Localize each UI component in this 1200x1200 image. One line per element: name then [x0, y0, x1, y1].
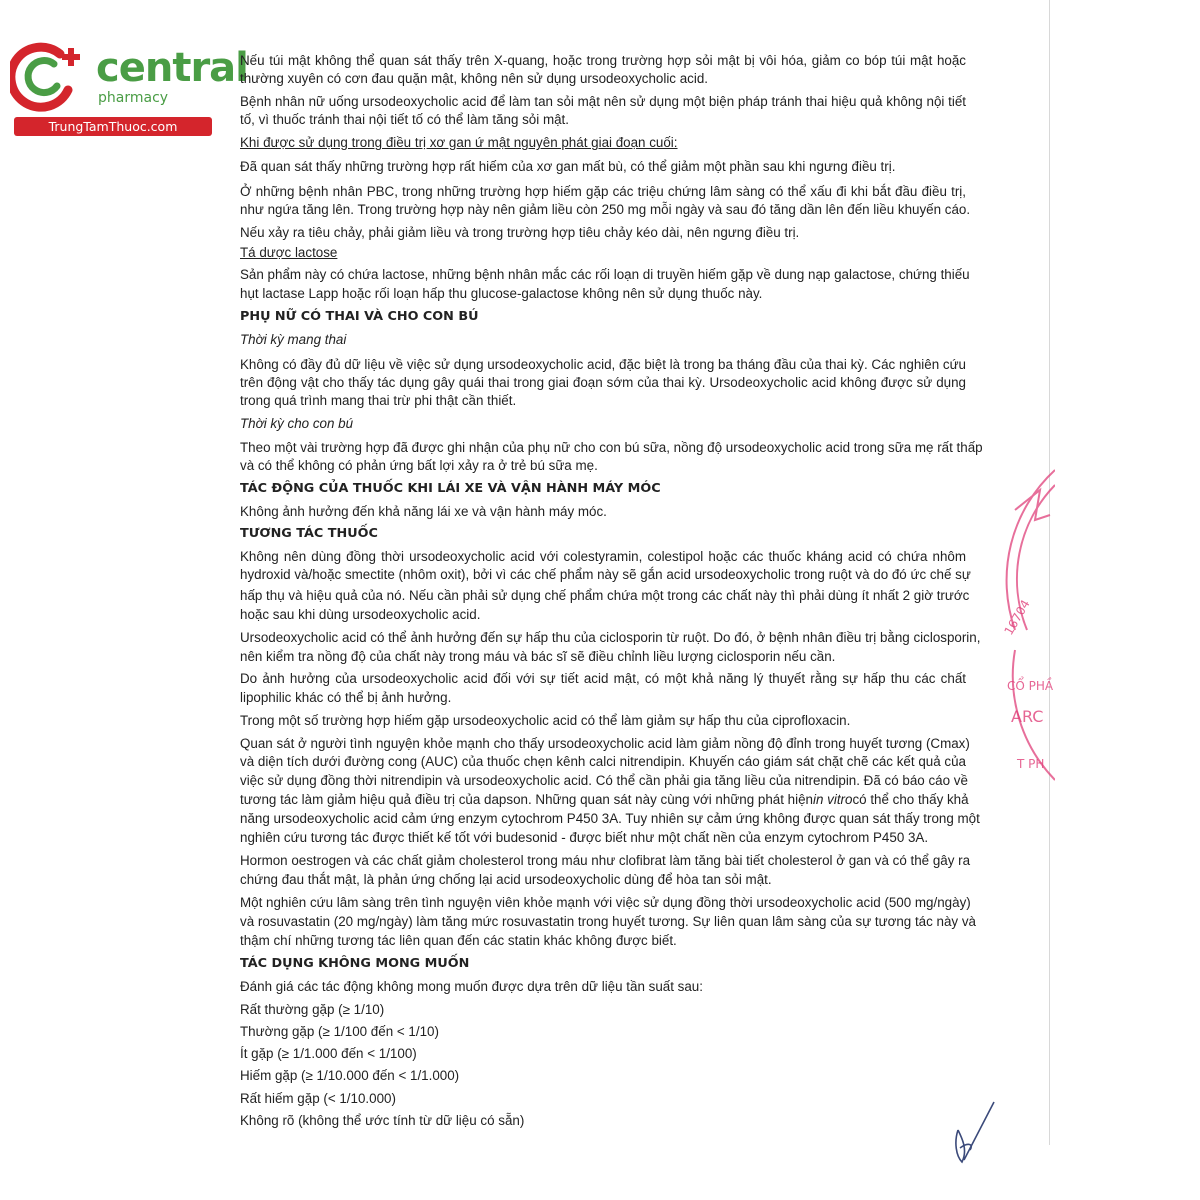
logo-sub: pharmacy: [98, 90, 169, 106]
frequency-item: Thường gặp (≥ 1/100 đến < 1/10): [240, 1024, 439, 1039]
text-line: hấp thụ và hiệu quả của nó. Nếu cần phải sử dụng chế phẩm chứa một trong các chất này thì phải dùng ít nhất 2 giờ trước: [240, 588, 970, 603]
central-pharmacy-logo[interactable]: [10, 38, 248, 138]
text-line-mixed: [240, 791, 969, 808]
text-line: Nếu xảy ra tiêu chảy, phải giảm liều và trong trường hợp tiêu chảy kéo dài, nên ngưng điều trị.: [240, 225, 800, 240]
text-line: thậm chí những tương tác liên quan đến các statin khác không được biết.: [240, 933, 677, 948]
stamp-text: ARC: [1011, 707, 1044, 726]
section-heading: TÁC ĐỘNG CỦA THUỐC KHI LÁI XE VÀ VẬN HÀNH MÁY MÓC: [240, 481, 661, 496]
section-heading: TÁC DỤNG KHÔNG MONG MUỐN: [240, 956, 470, 971]
text-line: và có thể không có phản ứng bất lợi xảy ra ở trẻ bú sữa mẹ.: [240, 458, 598, 473]
frequency-item: Không rõ (không thể ước tính từ dữ liệu có sẵn): [240, 1113, 525, 1128]
text-line: và rosuvastatin (20 mg/ngày) làm tăng mức rosuvastatin trong huyết tương. Sự liên quan lâm sàng của sự tương tác này và: [240, 914, 976, 929]
section-subtitle: Thời kỳ cho con bú: [240, 416, 354, 431]
text-line: Ursodeoxycholic acid có thể ảnh hưởng đến sự hấp thu của ciclosporin từ ruột. Do đó, ở bệnh nhân điều trị bằng ciclosporin,: [240, 630, 981, 645]
frequency-item: Rất thường gặp (≥ 1/10): [240, 1002, 385, 1017]
stamp-text: 16704: [1001, 597, 1033, 638]
text-line: Không nên dùng đồng thời ursodeoxycholic acid với colestyramin, colestipol hoặc các thuốc kháng acid có chứa nhôm: [240, 549, 966, 564]
text-line: lipophilic khác có thể bị ảnh hưởng.: [240, 690, 452, 705]
text-span: có thể cho thấy khả: [852, 792, 969, 807]
text-span: tương tác làm giảm hiệu quả điều trị của dapson. Những quan sát này cùng với những phát hiện: [240, 792, 813, 807]
text-line: việc sử dụng đồng thời nitrendipin và ursodeoxycholic acid. Có thể cần phải gia tăng liều của nitrendipin. Đã có báo cáo về: [240, 773, 968, 788]
text-line: Không có đầy đủ dữ liệu về việc sử dụng ursodeoxycholic acid, đặc biệt là trong ba tháng đầu của thai kỳ. Các nghiên cứu: [240, 357, 966, 372]
text-line: hoặc sau khi dùng ursodeoxycholic acid.: [240, 607, 481, 622]
frequency-item: Rất hiếm gặp (< 1/10.000): [240, 1091, 396, 1106]
text-line: như ngứa tăng lên. Trong trường hợp này nên giảm liều còn 250 mg mỗi ngày và sau đó tăng dần lên đến liều khuyến cáo.: [240, 202, 971, 217]
text-line: Do ảnh hưởng của ursodeoxycholic acid đối với sự tiết acid mật, có một khả năng lý thuyết rằng sự hấp thu các chất: [240, 671, 966, 686]
text-line: Trong một số trường hợp hiếm gặp ursodeoxycholic acid có thể làm giảm sự hấp thu của ciprofloxacin.: [240, 713, 851, 728]
stamp-text: CỔ PHẦ: [1007, 679, 1054, 693]
text-line: thường xuyên có cơn đau quặn mật, không nên sử dụng ursodeoxycholic acid.: [240, 71, 708, 86]
central-logo-icon: [10, 38, 92, 116]
text-line: hydroxid và/hoặc smectite (nhôm oxit), bởi vì các chế phẩm này sẽ gắn acid ursodeoxycholic trong ruột và do đó ức chế sự: [240, 567, 971, 582]
text-line: trên động vật cho thấy tác dụng gây quái thai trong giai đoạn sớm của thai kỳ. Ursodeoxycholic acid không được sử dụng: [240, 375, 966, 390]
text-line: Đã quan sát thấy những trường hợp rất hiếm của xơ gan mất bù, có thể giảm một phần sau khi ngưng điều trị.: [240, 159, 896, 174]
text-line: chứng đau thắt mật, là phản ứng chống lại acid ursodeoxycholic dùng để hòa tan sỏi mật.: [240, 872, 772, 887]
section-heading: PHỤ NỮ CÓ THAI VÀ CHO CON BÚ: [240, 309, 479, 324]
section-subtitle: Khi được sử dụng trong điều trị xơ gan ứ mật nguyên phát giai đoạn cuối:: [240, 135, 678, 150]
text-line: và diện tích dưới đường cong (AUC) của thuốc chẹn kênh calci nitrendipin. Khuyến cáo giám sát chặt chẽ các kết quả của: [240, 754, 966, 769]
text-line: trong quá trình mang thai trừ phi thật cần thiết.: [240, 393, 517, 408]
text-line: Hormon oestrogen và các chất giảm cholesterol trong máu như clofibrat làm tăng bài tiết cholesterol ở gan và có thể gây ra: [240, 853, 971, 868]
text-line: Sản phẩm này có chứa lactose, những bệnh nhân mắc các rối loạn di truyền hiếm gặp về dung nạp galactose, chứng thiếu: [240, 267, 970, 282]
text-line: Đánh giá các tác động không mong muốn được dựa trên dữ liệu tần suất sau:: [240, 979, 703, 994]
section-heading: TƯƠNG TÁC THUỐC: [240, 526, 378, 541]
italic-span: in vitro: [813, 792, 853, 807]
section-subtitle: Tá dược lactose: [240, 245, 338, 260]
text-line: Một nghiên cứu lâm sàng trên tình nguyện viên khỏe mạnh với việc sử dụng đồng thời ursodeoxycholic acid (500 mg/ngày): [240, 895, 971, 910]
text-line: Quan sát ở người tình nguyện khỏe mạnh cho thấy ursodeoxycholic acid làm giảm nồng độ đỉnh trong huyết tương (Cmax): [240, 736, 970, 751]
text-line: tố, vì thuốc tránh thai nội tiết tố có thể làm tăng sỏi mật.: [240, 112, 569, 127]
text-line: Không ảnh hưởng đến khả năng lái xe và vận hành máy móc.: [240, 504, 607, 519]
text-line: Bệnh nhân nữ uống ursodeoxycholic acid để làm tan sỏi mật nên sử dụng một biện pháp tránh thai hiệu quả không nội tiết: [240, 94, 966, 109]
text-line: nghiên cứu tương tác được thiết kế tốt với budesonid - được biết như một chất nền của enzym cytochrom P450 3A.: [240, 830, 929, 845]
text-line: nên kiểm tra nồng độ của chất này trong máu và bác sĩ sẽ điều chỉnh liều lượng ciclosporin nếu cần.: [240, 649, 836, 664]
text-line: Ở những bệnh nhân PBC, trong những trường hợp hiếm gặp các triệu chứng lâm sàng có thể xấu đi khi bắt đầu điều trị,: [240, 184, 966, 199]
text-line: Nếu túi mật không thể quan sát thấy trên X-quang, hoặc trong trường hợp sỏi mật bị vôi hóa, giảm co bóp túi mật hoặc: [240, 53, 966, 68]
logo-brand: central: [96, 45, 248, 91]
text-line: hụt lactase Lapp hoặc rối loạn hấp thu glucose-galactose không nên sử dụng thuốc này.: [240, 286, 763, 301]
stamp-text: T PH: [1017, 757, 1045, 771]
signature-mark: [940, 1090, 1000, 1170]
company-stamp: [995, 450, 1055, 790]
text-line: năng ursodeoxycholic acid cảm ứng enzym cytochrom P450 3A. Tuy nhiên sự cảm ứng không được quan sát thấy trong một: [240, 811, 980, 826]
frequency-item: Ít gặp (≥ 1/1.000 đến < 1/100): [240, 1046, 417, 1061]
frequency-item: Hiếm gặp (≥ 1/10.000 đến < 1/1.000): [240, 1068, 460, 1083]
section-subtitle: Thời kỳ mang thai: [240, 332, 347, 347]
text-line: Theo một vài trường hợp đã được ghi nhận của phụ nữ cho con bú sữa, nồng độ ursodeoxycholic acid trong sữa mẹ rất thấp: [240, 440, 983, 455]
logo-url[interactable]: TrungTamThuoc.com: [14, 117, 212, 136]
